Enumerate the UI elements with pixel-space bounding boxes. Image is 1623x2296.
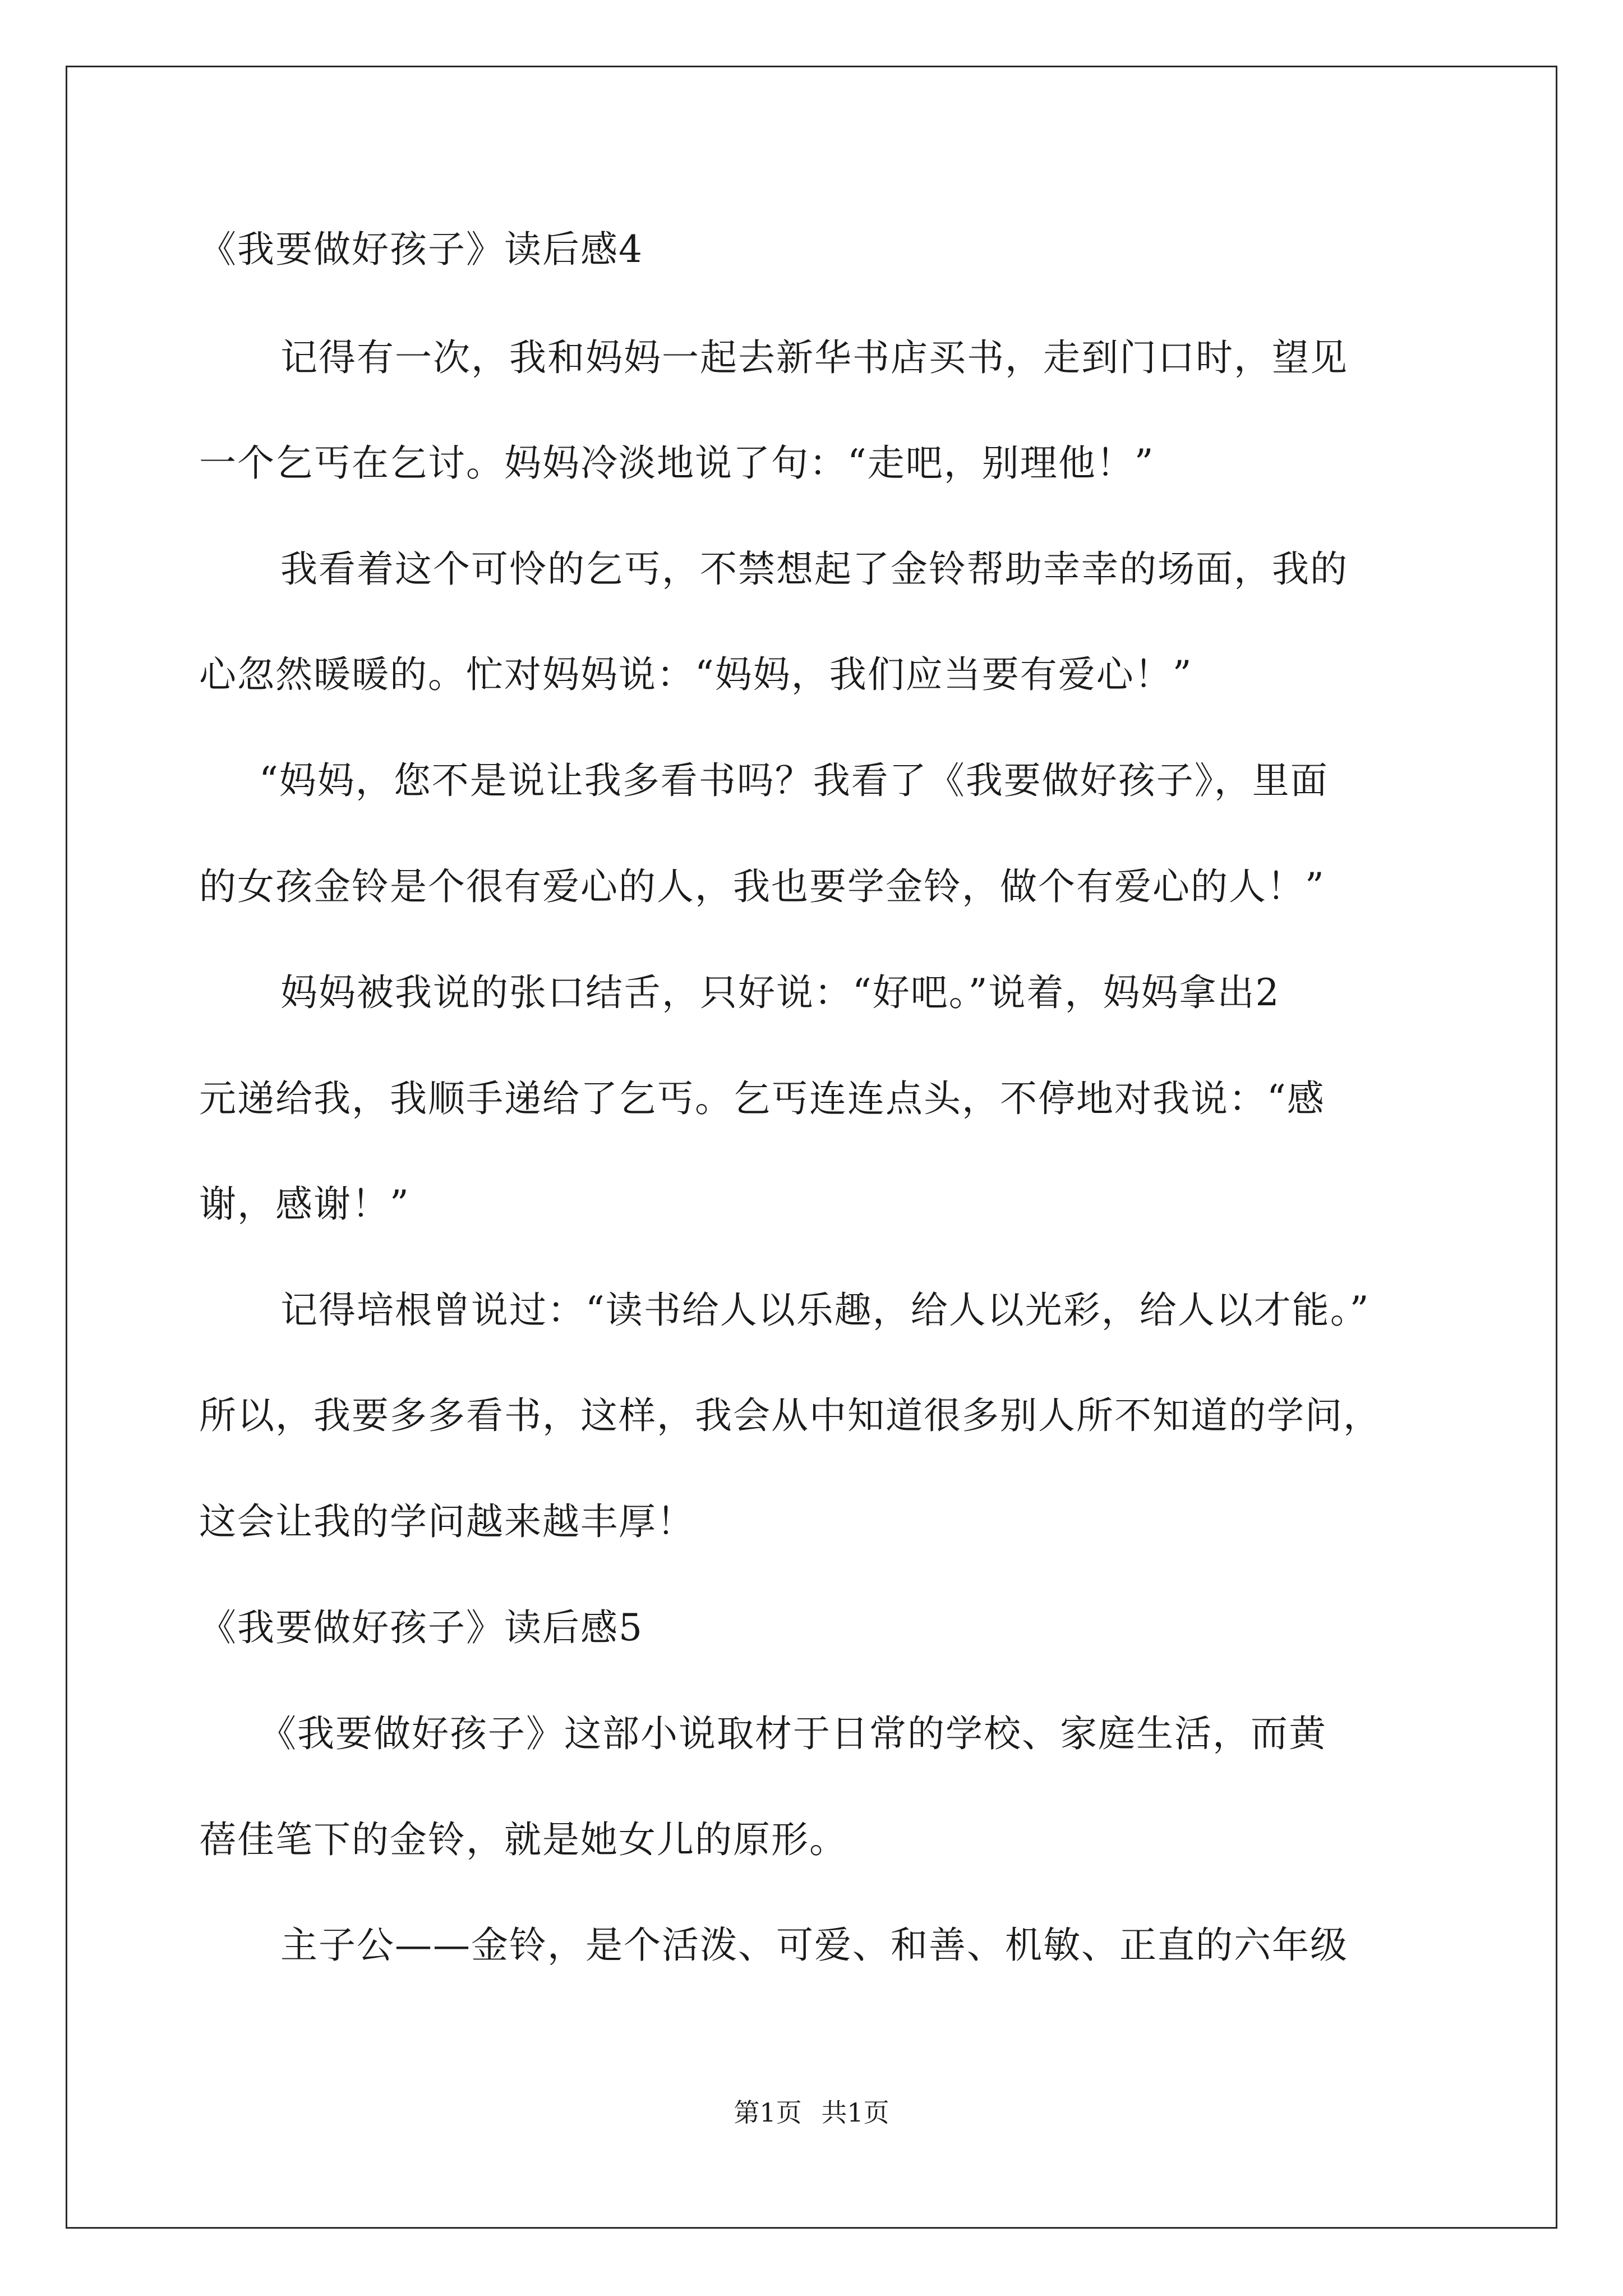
heading-review-5: 《我要做好孩子》读后感5 (199, 1606, 643, 1649)
page-footer (0, 2097, 1623, 2128)
heading-review-4: 《我要做好孩子》读后感4 (199, 228, 643, 271)
paragraph-line: 一个乞丐在乞讨。妈妈冷淡地说了句：“走吧，别理他！” (199, 441, 1155, 485)
paragraph-line: 我看着这个可怜的乞丐，不禁想起了金铃帮助幸幸的场面，我的 (280, 547, 1348, 591)
page-border (66, 66, 1557, 2229)
paragraph-line: 记得有一次，我和妈妈一起去新华书店买书，走到门口时，望见 (280, 336, 1348, 379)
paragraph-line: “妈妈，您不是说让我多看书吗？我看了《我要做好孩子》，里面 (259, 759, 1329, 802)
paragraph-line: 《我要做好孩子》这部小说取材于日常的学校、家庭生活，而黄 (259, 1712, 1327, 1755)
paragraph-line: 蓓佳笔下的金铃，就是她女儿的原形。 (199, 1818, 847, 1861)
paragraph-line: 心忽然暖暖的。忙对妈妈说：“妈妈，我们应当要有爱心！” (199, 653, 1193, 696)
paragraph-line: 这会让我的学问越来越丰厚！ (199, 1500, 695, 1543)
paragraph-line: 主子公——金铃，是个活泼、可爱、和善、机敏、正直的六年级 (280, 1924, 1348, 1967)
paragraph-line: 元递给我，我顺手递给了乞丐。乞丐连连点头，不停地对我说：“感 (199, 1077, 1325, 1120)
page-total: 共1页 (821, 2097, 889, 2128)
paragraph-line: 妈妈被我说的张口结舌，只好说：“好吧。”说着，妈妈拿出2 (280, 971, 1280, 1014)
paragraph-line: 的女孩金铃是个很有爱心的人，我也要学金铃，做个有爱心的人！” (199, 865, 1325, 908)
paragraph-line: 谢，感谢！” (199, 1182, 410, 1226)
paragraph-line: 记得培根曾说过：“读书给人以乐趣，给人以光彩，给人以才能。” (280, 1289, 1370, 1332)
paragraph-line: 所以，我要多多看书，这样，我会从中知道很多别人所不知道的学问， (199, 1394, 1381, 1437)
page-number: 第1页 (734, 2097, 802, 2128)
